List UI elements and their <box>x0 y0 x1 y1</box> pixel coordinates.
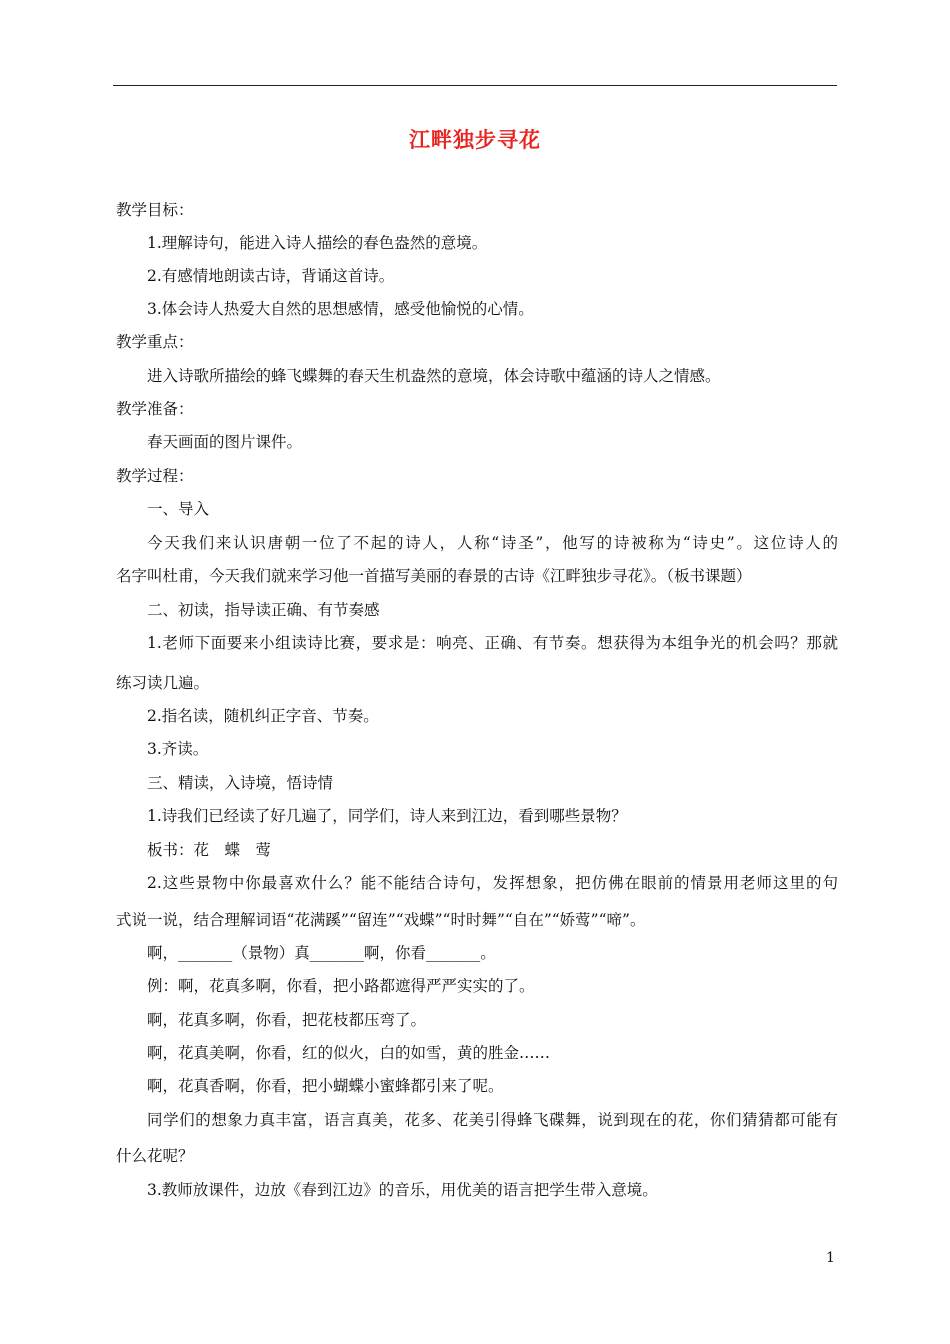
paragraph-line: 2.指名读，随机纠正字音、节奏。 <box>147 707 379 725</box>
example-line: 例：啊，花真多啊，你看，把小路都遮得严严实实的了。 <box>147 977 535 995</box>
paragraph-line: 1.老师下面要来小组读诗比赛，要求是：响亮、正确、有节奏。想获得为本组争光的机会吗？那就 <box>147 634 838 652</box>
section-heading-goals: 教学目标： <box>116 201 194 219</box>
page-number: 1 <box>826 1250 835 1266</box>
step-heading-3: 三、精读，入诗境，悟诗情 <box>147 774 334 792</box>
paragraph-line: 1.诗我们已经读了好几遍了，同学们，诗人来到江边，看到哪些景物？ <box>147 807 627 825</box>
paragraph-line: 练习读几遍。 <box>116 674 210 692</box>
paragraph-line: 今天我们来认识唐朝一位了不起的诗人，人称“诗圣”，他写的诗被称为“诗史”。这位诗人的 <box>147 534 838 552</box>
sentence-pattern: 啊，_______（景物）真_______啊，你看_______。 <box>147 944 496 962</box>
example-line: 啊，花真多啊，你看，把花枝都压弯了。 <box>147 1011 427 1029</box>
section-heading-prep: 教学准备： <box>116 400 194 418</box>
board-writing: 板书：花 蝶 莺 <box>147 841 272 859</box>
paragraph-line: 3.教师放课件，边放《春到江边》的音乐，用优美的语言把学生带入意境。 <box>147 1181 658 1199</box>
paragraph-line: 什么花呢？ <box>116 1147 194 1165</box>
goal-item-2: 2.有感情地朗读古诗，背诵这首诗。 <box>147 267 395 285</box>
example-line: 啊，花真美啊，你看，红的似火，白的如雪，黄的胜金…… <box>147 1044 551 1062</box>
page-title: 江畔独步寻花 <box>409 127 541 152</box>
goal-item-3: 3.体会诗人热爱大自然的思想感情，感受他愉悦的心情。 <box>147 300 534 318</box>
goal-item-1: 1.理解诗句，能进入诗人描绘的春色盎然的意境。 <box>147 234 488 252</box>
paragraph-line: 式说一说，结合理解词语“花满蹊”“留连”“戏蝶”“时时舞”“自在”“娇莺”“啼”。 <box>116 911 646 929</box>
section-heading-focus: 教学重点： <box>116 333 194 351</box>
paragraph-line: 3.齐读。 <box>147 740 209 758</box>
example-line: 啊，花真香啊，你看，把小蝴蝶小蜜蜂都引来了呢。 <box>147 1077 504 1095</box>
focus-text: 进入诗歌所描绘的蜂飞蝶舞的春天生机盎然的意境，体会诗歌中蕴涵的诗人之情感。 <box>147 367 721 385</box>
section-heading-process: 教学过程： <box>116 467 194 485</box>
header-rule <box>113 85 837 86</box>
paragraph-line: 2.这些景物中你最喜欢什么？能不能结合诗句，发挥想象，把仿佛在眼前的情景用老师这里的句 <box>147 874 838 892</box>
step-heading-1: 一、导入 <box>147 500 210 518</box>
prep-text: 春天画面的图片课件。 <box>147 433 303 451</box>
paragraph-line: 同学们的想象力真丰富，语言真美，花多、花美引得蜂飞碟舞，说到现在的花，你们猜猜都可能有 <box>147 1111 838 1129</box>
paragraph-line: 名字叫杜甫，今天我们就来学习他一首描写美丽的春景的古诗《江畔独步寻花》。（板书课题） <box>116 567 752 585</box>
step-heading-2: 二、初读，指导读正确、有节奏感 <box>147 601 380 619</box>
